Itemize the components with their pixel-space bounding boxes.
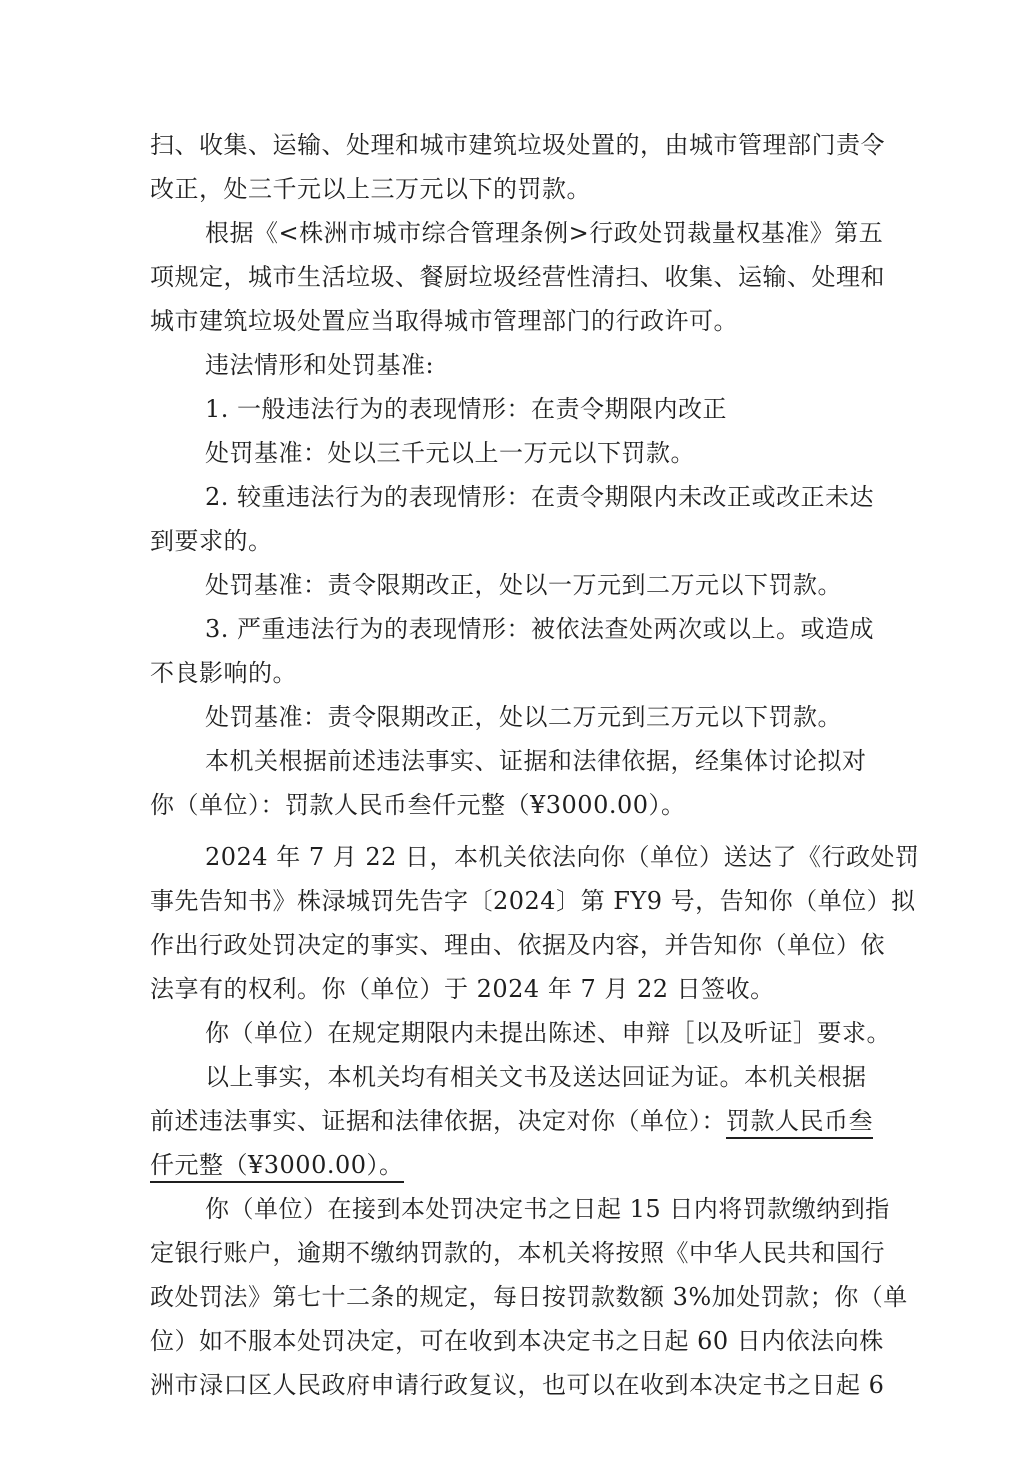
text-line: 作出行政处罚决定的事实、理由、依据及内容，并告知你（单位）依 — [150, 931, 885, 959]
text-line: 事先告知书》株渌城罚先告字〔2024〕第 FY9 号，告知你（单位）拟 — [150, 887, 916, 915]
text-line: 处罚基准：责令限期改正，处以一万元到二万元以下罚款。 — [205, 571, 842, 599]
text-line: 你（单位）在接到本处罚决定书之日起 15 日内将罚款缴纳到指 — [205, 1195, 890, 1223]
text-line: 位）如不服本处罚决定，可在收到本决定书之日起 60 日内依法向株 — [150, 1327, 884, 1355]
text-line: 项规定，城市生活垃圾、餐厨垃圾经营性清扫、收集、运输、处理和 — [150, 263, 885, 291]
text-line: 法享有的权利。你（单位）于 2024 年 7 月 22 日签收。 — [150, 975, 775, 1003]
text-line: 定银行账户，逾期不缴纳罚款的，本机关将按照《中华人民共和国行 — [150, 1239, 885, 1267]
text-line: 洲市渌口区人民政府申请行政复议，也可以在收到本决定书之日起 6 — [150, 1371, 885, 1399]
text-line — [150, 1148, 404, 1182]
text-line: 2. 较重违法行为的表现情形：在责令期限内未改正或改正未达 — [205, 483, 875, 511]
text-line: 根据《<株洲市城市综合管理条例>行政处罚裁量权基准》第五 — [205, 219, 884, 247]
text-line: 以上事实，本机关均有相关文书及送达回证为证。本机关根据 — [205, 1063, 867, 1091]
text-line: 处罚基准：处以三千元以上一万元以下罚款。 — [205, 439, 695, 467]
fine-amount-underlined: 罚款人民币叁 — [726, 1107, 873, 1139]
text-line: 改正，处三千元以上三万元以下的罚款。 — [150, 175, 591, 203]
text-line: 你（单位）：罚款人民币叁仟元整（¥3000.00）。 — [150, 791, 686, 819]
fine-amount-underlined: 仟元整（¥3000.00）。 — [150, 1151, 404, 1183]
text-line: 政处罚法》第七十二条的规定，每日按罚款数额 3%加处罚款；你（单 — [150, 1283, 908, 1311]
text-line: 你（单位）在规定期限内未提出陈述、申辩［以及听证］要求。 — [205, 1019, 891, 1047]
text-line: 城市建筑垃圾处置应当取得城市管理部门的行政许可。 — [150, 307, 738, 335]
decision-prefix: 前述违法事实、证据和法律依据，决定对你（单位）： — [150, 1107, 726, 1135]
text-line: 本机关根据前述违法事实、证据和法律依据，经集体讨论拟对 — [205, 747, 867, 775]
text-line: 1. 一般违法行为的表现情形：在责令期限内改正 — [205, 395, 728, 423]
text-line — [150, 1104, 873, 1138]
text-line: 2024 年 7 月 22 日，本机关依法向你（单位）送达了《行政处罚 — [205, 843, 920, 871]
text-line: 扫、收集、运输、处理和城市建筑垃圾处置的，由城市管理部门责令 — [150, 131, 885, 159]
text-line: 处罚基准：责令限期改正，处以二万元到三万元以下罚款。 — [205, 703, 842, 731]
text-line: 违法情形和处罚基准: — [205, 351, 435, 379]
text-line: 到要求的。 — [150, 527, 273, 555]
text-line: 3. 严重违法行为的表现情形：被依法查处两次或以上。或造成 — [205, 615, 875, 643]
text-line: 不良影响的。 — [150, 659, 297, 687]
